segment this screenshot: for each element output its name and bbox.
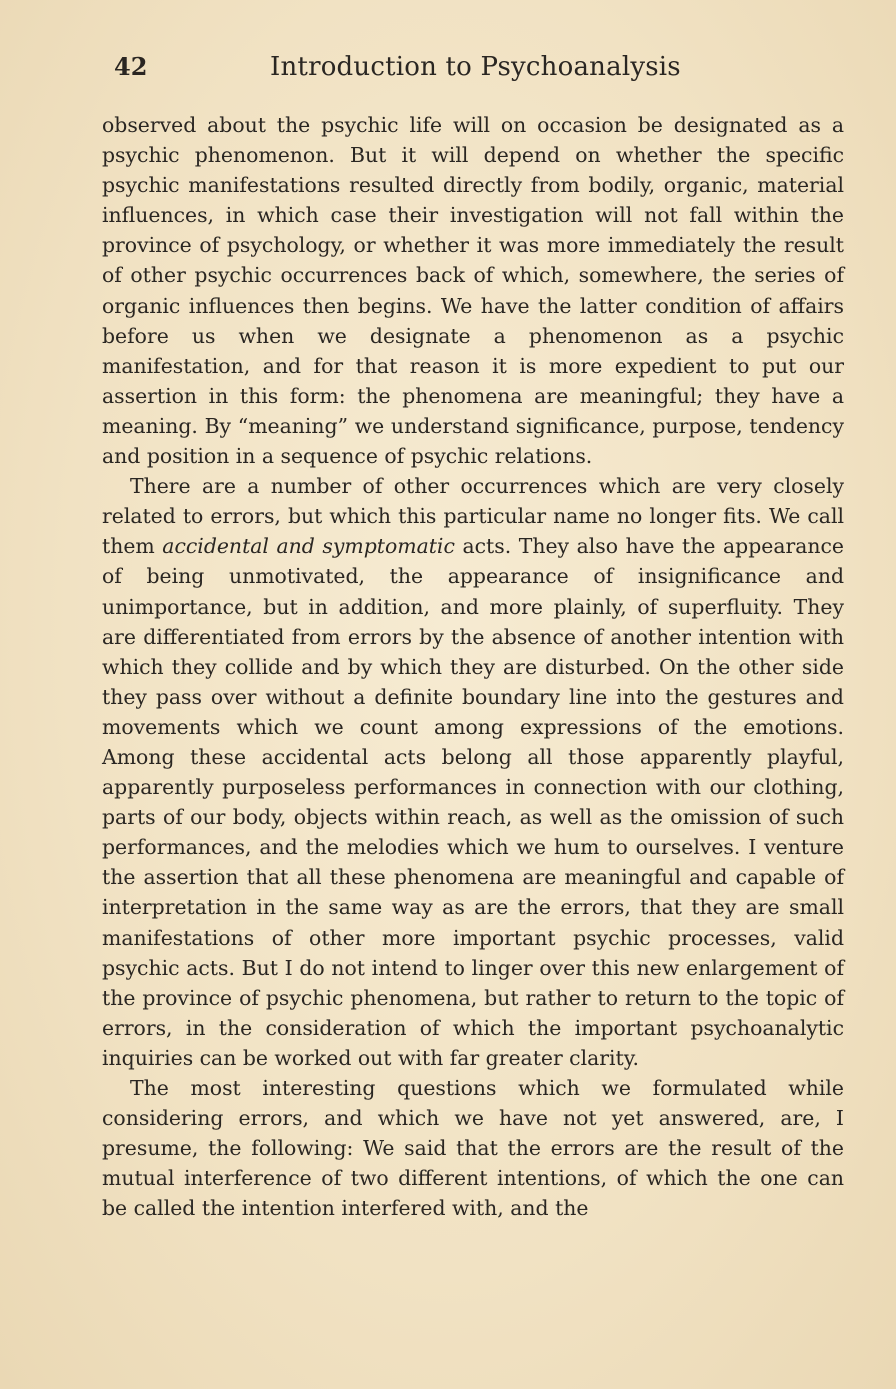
running-title: Introduction to Psychoanalysis (270, 52, 681, 82)
paragraph-3-text: The most interesting questions which we formulated while considering errors, and which we have not yet answered, are, I presume, the following: We said that the errors are the result of the mutual interference of two different intentions, of which the one can be called the intention interfered with, and the (102, 1076, 844, 1221)
paragraph-1 (102, 110, 844, 471)
page-header (114, 52, 846, 92)
paragraph-1-text: observed about the psychic life will on occasion be designated as a psychic phenomenon. But it will depend on whether the specific psychic manifestations resulted directly from bodily, organic, material influences, in which case their investigation will not fall within the province of psychology, or whether it was more immediately the result of other psychic occurrences back of which, somewhere, the series of organic influences then begins. We have the latter condition of affairs before us when we designate a phenomenon as a psychic manifestation, and for that reason it is more expedient to put our assertion in this form: the phenomena are meaningful; they have a meaning. By “meaning” we understand significance, purpose, tendency and position in a sequence of psychic relations. (102, 113, 844, 469)
paragraph-2-text-start: There are a number of other occurrences which are very closely related to errors, but which this particular name no longer fits. We call them (102, 474, 844, 559)
page-number: 42 (114, 52, 148, 81)
body-text (102, 110, 844, 1223)
paragraph-3 (102, 1073, 844, 1223)
italic-term: accidental and symptomatic (162, 534, 455, 559)
paragraph-2 (102, 471, 844, 1073)
paragraph-2-text-end: acts. They also have the appearance of being unmotivated, the appearance of insignificance and unimportance, but in addition, and more plainly, of superfluity. They are differentiated from errors by the absence of another intention with which they collide and by which they are disturbed. On the other side they pass over without a definite boundary line into the gestures and movements which we count among expressions of the emotions. Among these accidental acts belong all those apparently playful, apparently purposeless performances in connection with our clothing, parts of our body, objects within reach, as well as the omission of such performances, and the melodies which we hum to ourselves. I venture the assertion that all these phenomena are meaningful and capable of interpretation in the same way as are the errors, that they are small manifestations of other more important psychic processes, valid psychic acts. But I do not intend to linger over this new enlargement of the province of psychic phenomena, but rather to return to the topic of errors, in the consideration of which the important psychoanalytic inquiries can be worked out with far greater clarity. (102, 534, 845, 1070)
